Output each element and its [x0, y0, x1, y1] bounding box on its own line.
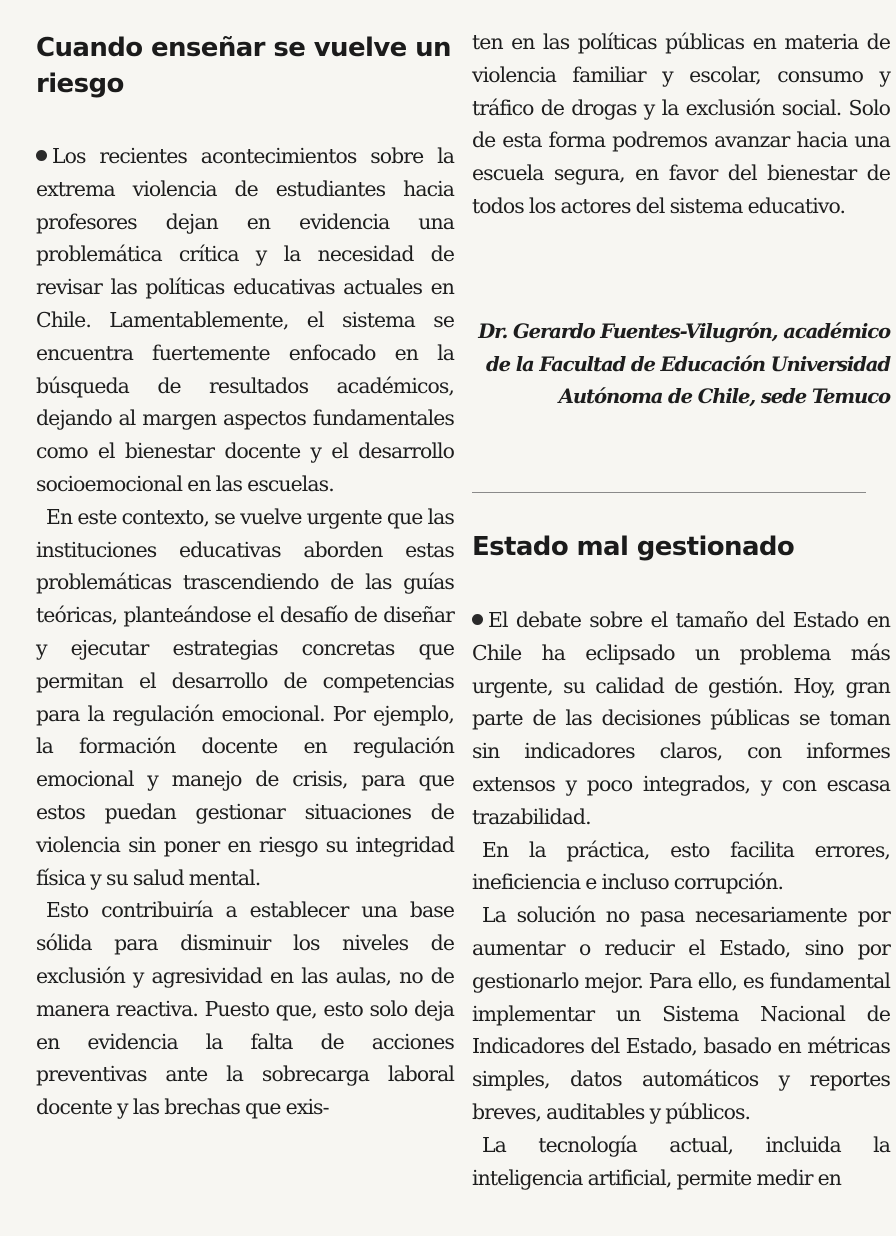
article1-paragraph-3-part-1: Esto contribuiría a establecer una base sólida para disminuir los niveles de exclusión y agresividad en las aulas, no de manera reactiva. Puesto que, esto solo deja en evidencia la falta de acciones preventivas ante la sobrecarga laboral docente y las brechas que exis-: [36, 898, 454, 1120]
article2-paragraph-2: En la práctica, esto facilita errores, ineficiencia e incluso corrupción.: [472, 837, 890, 895]
section-divider: [472, 492, 866, 493]
article2-body: [472, 604, 890, 1194]
article1-paragraph-3-part-2: ten en las políticas públicas en materia de violencia familiar y escolar, consumo y tráfico de drogas y la exclusión social. Solo de esta forma podremos avanzar hacia una escuela segura, en favor del bienestar de todos los actores del sistema educativo.: [472, 30, 890, 218]
bullet-icon: [36, 150, 47, 161]
article2-paragraph-4: La tecnología actual, incluida la inteligencia artificial, permite medir en: [472, 1132, 890, 1190]
article2-title: Estado mal gestionado: [472, 532, 795, 562]
article1-paragraph-1: Los recientes acontecimientos sobre la extrema violencia de estudiantes hacia profesores dejan en evidencia una problemática crítica y la necesidad de revisar las políticas educativas actuales en Chile. Lamentablemente, el sistema se encuentra fuertemente enfocado en la búsqueda de resultados académicos, dejando al margen aspectos fundamentales como el bienestar docente y el desarrollo socioemocional en las escuelas.: [36, 144, 454, 496]
article2-paragraph-1: El debate sobre el tamaño del Estado en Chile ha eclipsado un problema más urgente, su calidad de gestión. Hoy, gran parte de las decisiones públicas se toman sin indicadores claros, con informes extensos y poco integrados, y con escasa trazabilidad.: [472, 608, 890, 829]
left-column: [36, 26, 454, 1124]
article1-author: Dr. Gerardo Fuentes-Vilugrón, académico de la Facultad de Educación Universidad Autónoma de Chile, sede Temuco: [478, 320, 890, 408]
article1-title: Cuando enseñar se vuelve un riesgo: [36, 33, 451, 99]
article1-paragraph-2: En este contexto, se vuelve urgente que las instituciones educativas aborden estas problemáticas trascendiendo de las guías teóricas, planteándose el desafío de diseñar y ejecutar estrategias concretas que permitan el desarrollo de competencias para la regulación emocional. Por ejemplo, la formación docente en regulación emocional y manejo de crisis, para que estos puedan gestionar situaciones de violencia sin poner en riesgo su integridad física y su salud mental.: [36, 504, 454, 890]
right-column: [472, 26, 890, 1226]
bullet-icon: [472, 614, 483, 625]
article2-paragraph-3: La solución no pasa necesariamente por aumentar o reducir el Estado, sino por gestionarlo mejor. Para ello, es fundamental implementar un Sistema Nacional de Indicadores del Estado, basado en métricas simples, datos automáticos y reportes breves, auditables y públicos.: [472, 903, 890, 1124]
